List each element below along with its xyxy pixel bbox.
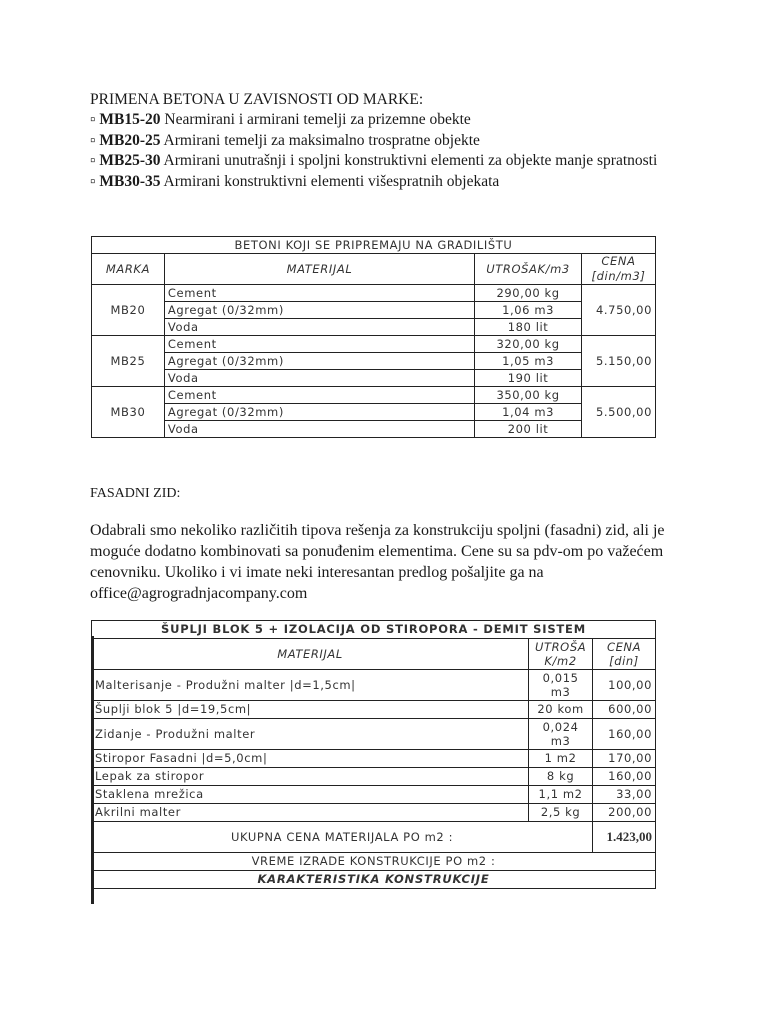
material-cell: Voda [164, 319, 474, 336]
price-cell: 600,00 [593, 701, 656, 719]
bullet-item [90, 151, 670, 172]
wall-table [91, 620, 656, 889]
material-cell: Zidanje - Produžni malter [92, 719, 529, 750]
bullet-marker: ▫ [90, 152, 100, 169]
material-cell: Cement [164, 387, 474, 404]
table-row [92, 387, 656, 404]
bullet-item [90, 172, 670, 193]
wall-table-title: ŠUPLJI BLOK 5 + IZOLACIJA OD STIROPORA - DEMIT SISTEM [92, 621, 656, 639]
table-row [92, 336, 656, 353]
bullet-text: Nearmirani i armirani temelji za prizemne obekte [160, 111, 471, 128]
table-row [92, 285, 656, 302]
price-cell: 200,00 [593, 804, 656, 822]
amount-cell: 190 lit [475, 370, 582, 387]
price-cell: 170,00 [593, 750, 656, 768]
amount-cell: 290,00 kg [475, 285, 582, 302]
total-row [92, 822, 656, 853]
material-cell: Voda [164, 421, 474, 438]
header-materijal: MATERIJAL [92, 639, 529, 670]
bullet-code: MB30-35 [99, 172, 161, 190]
bullet-code: MB20-25 [99, 131, 161, 149]
table-row [92, 719, 656, 750]
amount-cell: 1,1 m2 [529, 786, 593, 804]
intro-section [90, 90, 670, 192]
bullet-text: Armirani temelji za maksimalno trospratne objekte [160, 131, 480, 149]
marka-cell: MB30 [92, 387, 165, 438]
amount-cell: 1 m2 [529, 750, 593, 768]
header-cena: CENA [din/m3] [582, 254, 656, 285]
table-row [92, 370, 656, 387]
price-cell: 160,00 [593, 719, 656, 750]
table-row [92, 786, 656, 804]
table-row [92, 768, 656, 786]
material-cell: Šuplji blok 5 |d=19,5cm| [92, 701, 529, 719]
header-cena: CENA [din] [593, 639, 656, 670]
bullet-marker: ▫ [90, 131, 100, 149]
total-label: UKUPNA CENA MATERIJALA PO m2 : [92, 822, 593, 853]
material-cell: Malterisanje - Produžni malter |d=1,5cm| [92, 670, 529, 701]
material-cell: Stiropor Fasadni |d=5,0cm| [92, 750, 529, 768]
header-materijal: MATERIJAL [164, 254, 474, 285]
fasadni-paragraph: Odabrali smo nekoliko različitih tipova rešenja za konstrukciju spoljni (fasadni) zid, ali je moguće dodatno kombinovati sa ponuđenim elementima. Cene su sa pdv-om po važećem cenovniku. Ukoliko i vi imate neki interesantan predlog pošaljite ga na office@agrogradnjacompany.com [90, 522, 665, 602]
table-row [92, 804, 656, 822]
header-marka: MARKA [92, 254, 165, 285]
amount-cell: 200 lit [475, 421, 582, 438]
material-cell: Cement [164, 285, 474, 302]
material-cell: Staklena mrežica [92, 786, 529, 804]
material-cell: Akrilni malter [92, 804, 529, 822]
amount-cell: 350,00 kg [475, 387, 582, 404]
bullet-text: Armirani konstruktivni elementi višespratnih objekata [160, 172, 500, 190]
table-row [92, 302, 656, 319]
table-row [92, 353, 656, 370]
price-cell: 33,00 [593, 786, 656, 804]
characteristics-label: KARAKTERISTIKA KONSTRUKCIJE [92, 871, 656, 889]
amount-cell: 0,024 m3 [529, 719, 593, 750]
bullet-item [90, 131, 670, 152]
table-row [92, 404, 656, 421]
bullet-item [90, 110, 670, 131]
marka-cell: MB20 [92, 285, 165, 336]
table-row [92, 319, 656, 336]
total-value: 1.423,00 [593, 822, 656, 853]
intro-heading: PRIMENA BETONA U ZAVISNOSTI OD MARKE: [90, 91, 424, 108]
header-utrosak: UTROŠAK/m3 [475, 254, 582, 285]
amount-cell: 0,015 m3 [529, 670, 593, 701]
material-cell: Agregat (0/32mm) [164, 404, 474, 421]
fasadni-title: FASADNI ZID: [90, 486, 181, 501]
bullet-marker: ▫ [90, 172, 100, 190]
header-utrosak: UTROŠA K/m2 [529, 639, 593, 670]
amount-cell: 1,05 m3 [475, 353, 582, 370]
price-cell: 5.500,00 [582, 387, 656, 438]
table-row [92, 421, 656, 438]
price-cell: 160,00 [593, 768, 656, 786]
bullet-text: Armirani unutrašnji i spoljni konstruktivni elementi za objekte manje spratnosti [160, 152, 658, 169]
concrete-table-title: BETONI KOJI SE PRIPREMAJU NA GRADILIŠTU [92, 237, 656, 254]
time-label: VREME IZRADE KONSTRUKCIJE PO m2 : [92, 853, 656, 871]
table-row [92, 701, 656, 719]
concrete-table [91, 236, 656, 438]
amount-cell: 320,00 kg [475, 336, 582, 353]
price-cell: 4.750,00 [582, 285, 656, 336]
bullet-code: MB15-20 [99, 111, 161, 128]
amount-cell: 180 lit [475, 319, 582, 336]
material-cell: Lepak za stiropor [92, 768, 529, 786]
table-row [92, 670, 656, 701]
price-cell: 5.150,00 [582, 336, 656, 387]
marka-cell: MB25 [92, 336, 165, 387]
price-cell: 100,00 [593, 670, 656, 701]
amount-cell: 1,06 m3 [475, 302, 582, 319]
material-cell: Cement [164, 336, 474, 353]
material-cell: Agregat (0/32mm) [164, 353, 474, 370]
amount-cell: 8 kg [529, 768, 593, 786]
material-cell: Agregat (0/32mm) [164, 302, 474, 319]
amount-cell: 2,5 kg [529, 804, 593, 822]
material-cell: Voda [164, 370, 474, 387]
amount-cell: 20 kom [529, 701, 593, 719]
bullet-code: MB25-30 [99, 152, 161, 169]
bullet-marker: ▫ [90, 111, 100, 128]
table-row [92, 750, 656, 768]
amount-cell: 1,04 m3 [475, 404, 582, 421]
